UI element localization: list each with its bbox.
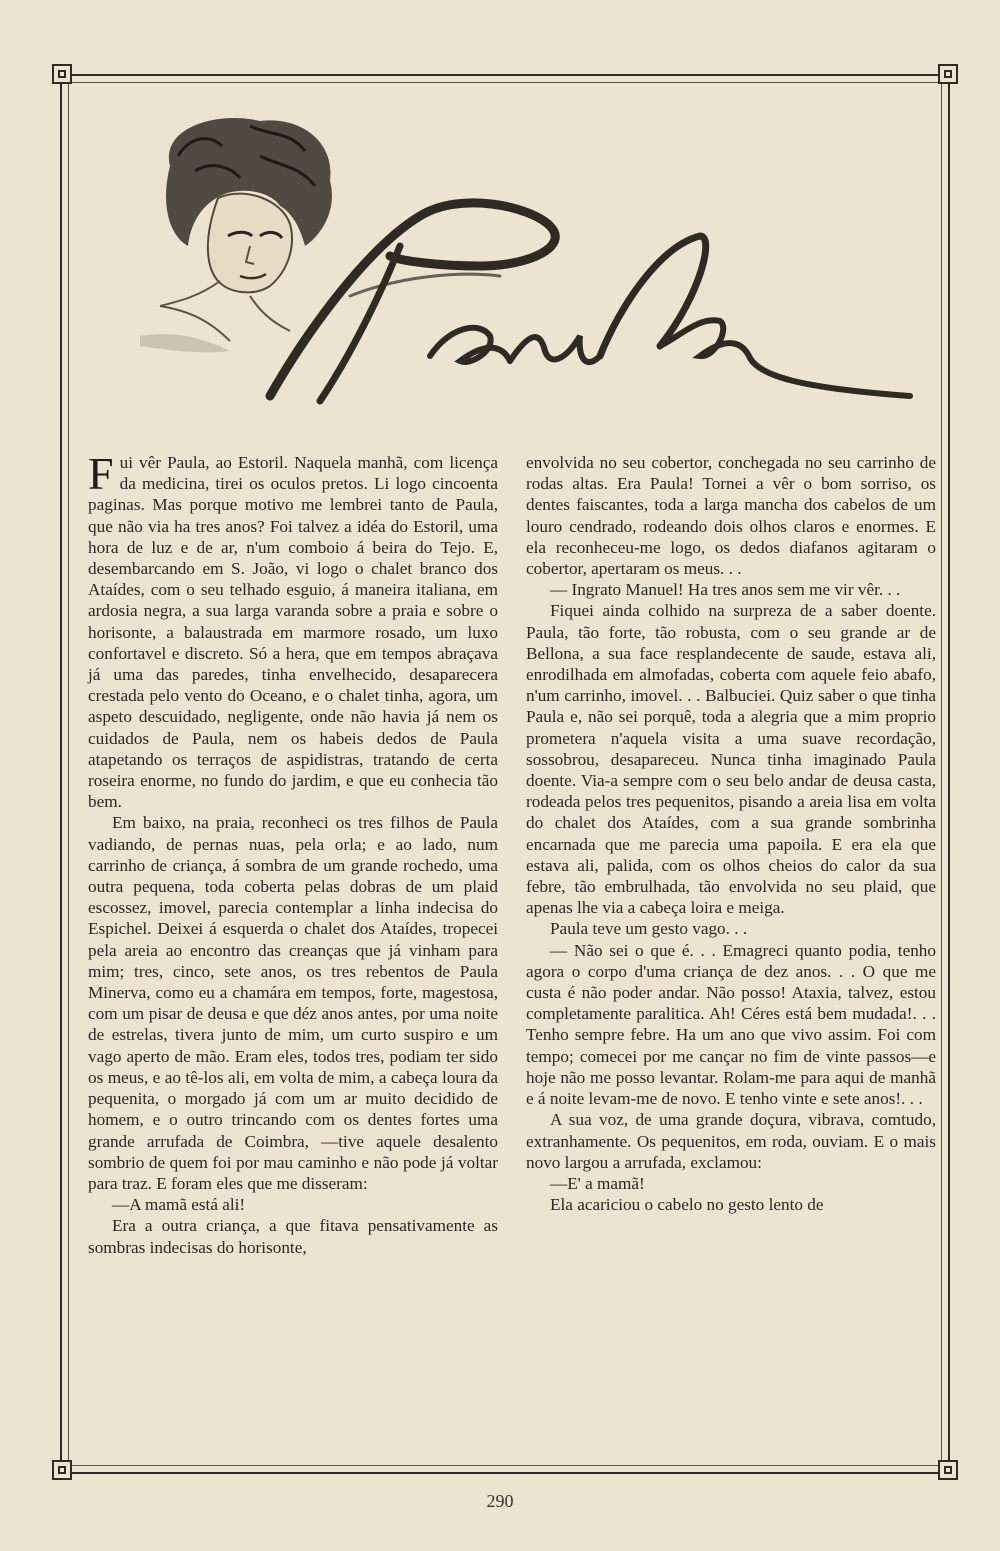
paragraph: Em baixo, na praia, reconheci os tres filhos de Paula vadiando, de pernas nuas, pela orla; e ao lado, num carrinho de criança, á sombra de um grande rochedo, uma outra pequena, toda coberta pelas dobras de um plaid escossez, imovel, parecia contemplar a linha indecisa do Espichel. Deixei á esquerda o chalet dos Ataídes, tropecei pela areia ao encontro das creanças que já vinham para mim; tres, cinco, sete anos, os tres rebentos de Paula Minerva, como eu a chamára em tempos, forte, magestosa, com um pisar de deusa e que déz anos antes, por uma noite de estrelas, tivera junto de mim, um curto suspiro e um vago aperto de mão. Eram eles, todos tres, podiam ter sido os meus, e ao tê-los ali, em volta de mim, a cabeça loura da pequenita, o morgado já com um ar muito decidido de homem, e o outro trincando com os dentes fortes uma grande arrufada de Coimbra, —tive aquele desalento sombrio de quem foi por mau caminho e não pode já voltar para traz. E foram eles que me disseram: (88, 813, 498, 1193)
paragraph: —A mamã está ali! (112, 1195, 246, 1215)
drop-cap: F (88, 448, 114, 499)
paula-signature (270, 203, 910, 401)
corner-ornament (938, 1460, 958, 1480)
portrait-sketch (100, 96, 920, 416)
corner-ornament (938, 64, 958, 84)
paragraph: Fui vêr Paula, ao Estoril. Naquela manhã, com licença da medicina, tirei os oculos pretos. Li logo cincoenta paginas. Mas porque motivo me lembrei tanto de Paula, que não via ha tres anos? Foi talvez a idéa do Estoril, uma hora de luz e de ar, n'um comboio á beira do Tejo. E, desembarcando em S. João, vi logo o chalet branco dos Ataídes, com o seu telhado esguio, á maneira italiana, em ardosia negra, a sua larga varanda sobre a praia e sobre o horisonte, a balaustrada em marmore rosado, um luxo confortavel e discreto. Só a hera, que em tempos abraçava já uma das paredes, tinha envelhecido, desaparecera crestada pelo vento do Oceano, e o chalet tinha, agora, um aspeto descuidado, negligente, onde não havia já nem os cuidados de Paula, nem os habeis dedos de Paula atapetando os terraços de aspidistras, tratando de certa roseira enorme, no fundo do jardim, e que eu conhecia tão bem. (88, 448, 498, 812)
header-illustration (100, 96, 920, 416)
article-column-right (526, 452, 936, 1215)
paragraph: —E' a mamã! (550, 1173, 645, 1193)
paragraph: — Não sei o que é. . . Emagreci quanto podia, tenho agora o corpo d'uma criança de dez anos. . . O que me custa é não poder andar. Não posso! Ataxia, talvez, estou completamente paralitica. Ah! Céres está bem mudada!. . . Tenho sempre febre. Ha um ano que vivo assim. Foi com tempo; comecei por me cançar no fim de vinte passos—e hoje não me posso levantar. Rolam-me para aqui de manhã e á noite levam-me de novo. E tenho vinte e sete anos!. . . (526, 940, 936, 1109)
paragraph: Era a outra criança, a que fitava pensativamente as sombras indecisas do horisonte, (88, 1216, 498, 1257)
paragraph: Ela acariciou o cabelo no gesto lento de (550, 1195, 824, 1215)
paragraph: envolvida no seu cobertor, conchegada no seu carrinho de rodas altas. Era Paula! Tornei a vêr o bom sorriso, os dentes faiscantes, toda a larga mancha dos cabelos de um louro cendrado, rodeando dois olhos claros e enormes. E ela reconheceu-me logo, os dedos diafanos agitaram o cobertor, apertaram os meus. . . (526, 453, 936, 579)
corner-ornament (52, 1460, 72, 1480)
paragraph: Fiquei ainda colhido na surpreza de a saber doente. Paula, tão forte, tão robusta, com o seu grande ar de Bellona, a sua face resplandecente de saude, estava ali, enrodilhada em almofadas, coberta com aquele feio abafo, n'um carrinho, imovel. . . Balbuciei. Quiz saber o que tinha Paula e, não sei porquê, toda a alegria que a mim proprio prometera n'aquela visita a uma suave recordação, sossobrou, desapareceu. Nunca tinha imaginado Paula doente. Via-a sempre com o seu belo andar de deusa casta, rodeada pelos tres pequenitos, pisando a areia lisa em volta do chalet dos Ataídes, com a sua grande sombrinha encarnada que me parecia uma papoila. E era ela que estava ali, palida, com os olhos cheios do calor da sua febre, tão embrulhada, tão envolvida no seu plaid, que apenas lhe via a cabeça loira e meiga. (526, 601, 936, 918)
corner-ornament (52, 64, 72, 84)
article-column-left (88, 448, 498, 1258)
paragraph: Paula teve um gesto vago. . . (550, 919, 748, 939)
paragraph: — Ingrato Manuel! Ha tres anos sem me vir vêr. . . (550, 580, 901, 600)
paragraph: A sua voz, de uma grande doçura, vibrava, comtudo, extranhamente. Os pequenitos, em roda, ouviam. E o mais novo largou a arrufada, exclamou: (526, 1110, 936, 1172)
page-number: 290 (486, 1491, 514, 1511)
